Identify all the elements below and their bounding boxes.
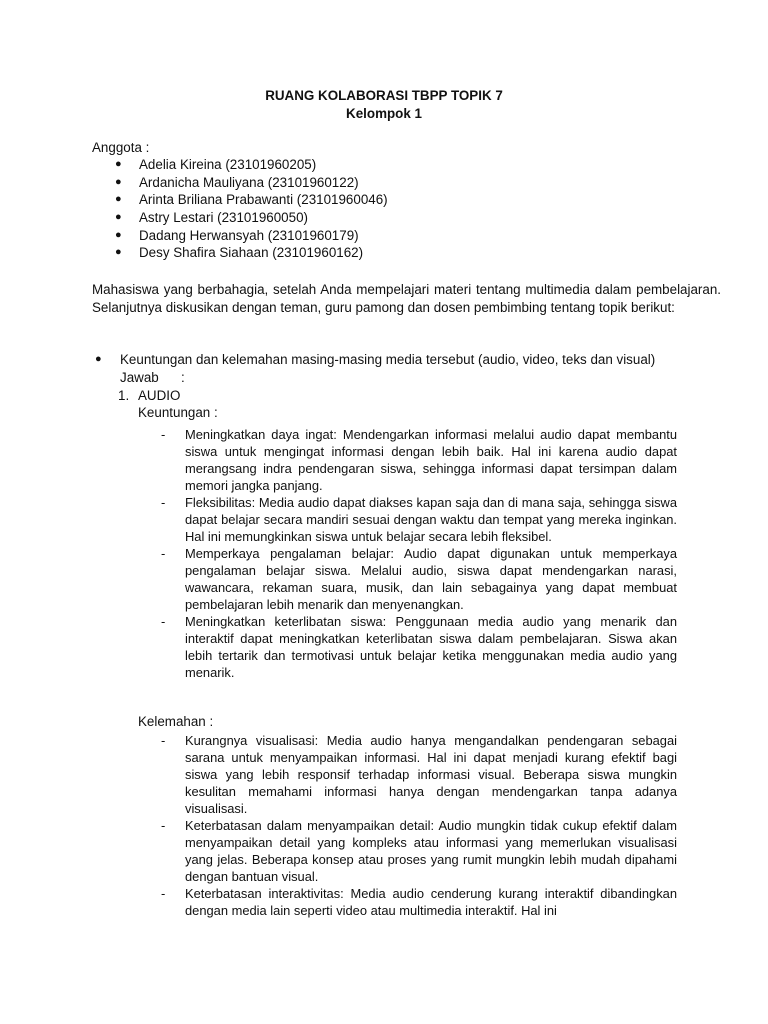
members-list [115,156,388,262]
list-item [161,545,677,613]
section-title: AUDIO [138,388,181,403]
member-item [115,156,388,174]
member-name: Ardanicha Mauliyana (23101960122) [139,174,359,190]
bullet-icon: ● [115,193,122,206]
section-number: 1. [118,388,130,403]
weaknesses-list [161,732,677,919]
member-item [115,244,388,262]
document-subtitle: Kelompok 1 [346,106,422,121]
dash-marker: - [161,427,166,442]
list-item [161,732,677,817]
members-label: Anggota : [92,140,150,155]
dash-marker: - [161,733,166,748]
bullet-icon: ● [115,246,122,259]
list-item-text: Memperkaya pengalaman belajar: Audio dapat digunakan untuk memperkaya pengalaman belajar siswa. Melalui audio, siswa dapat mendengarkan narasi, wawancara, rekaman suara, musik, dan lain sebagainya yang dapat membuat pembelajaran lebih menarik dan menyenangkan. [185,546,677,612]
list-item-text: Kurangnya visualisasi: Media audio hanya mengandalkan pendengaran sebagai sarana untuk menyampaikan informasi. Hal ini dapat menjadi kurang efektif bagi siswa yang lebih responsif terhadap informasi visual. Beberapa siswa mungkin kesulitan memahami informasi hanya dengan mendengarkan tanpa adanya visualisasi. [185,733,677,816]
bullet-icon: ● [115,175,122,188]
document-title: RUANG KOLABORASI TBPP TOPIK 7 [265,88,503,103]
member-name: Astry Lestari (23101960050) [139,210,308,226]
list-item-text: Fleksibilitas: Media audio dapat diakses kapan saja dan di mana saja, sehingga siswa dapat belajar secara mandiri sesuai dengan waktu dan tempat yang mereka inginkan. Hal ini memungkinkan siswa untuk belajar secara lebih fleksibel. [185,495,677,544]
dash-marker: - [161,886,166,901]
list-item [161,613,677,681]
dash-marker: - [161,614,166,629]
question-text: Keuntungan dan kelemahan masing-masing media tersebut (audio, video, teks dan visual) [120,352,656,367]
member-name: Arinta Briliana Prabawanti (23101960046) [139,192,388,208]
list-item [161,885,677,919]
bullet-icon: ● [115,211,122,224]
advantages-label: Keuntungan : [138,405,218,420]
list-item-text: Keterbatasan interaktivitas: Media audio cenderung kurang interaktif dibandingkan dengan media lain seperti video atau multimedia interaktif. Hal ini [185,886,677,918]
member-name: Dadang Herwansyah (23101960179) [139,227,359,243]
list-item-text: Meningkatkan daya ingat: Mendengarkan informasi melalui audio dapat membantu siswa untuk mengingat informasi dengan lebih baik. Hal ini karena audio dapat merangsang indra pendengaran siswa, sehingga informasi dapat tersimpan dalam memori jangka panjang. [185,427,677,493]
member-item [115,209,388,227]
dash-marker: - [161,495,166,510]
member-item [115,174,388,192]
bullet-icon: ● [115,228,122,241]
bullet-icon: ● [95,353,102,365]
weaknesses-label: Kelemahan : [138,714,214,729]
member-item [115,191,388,209]
list-item [161,426,677,494]
member-item [115,227,388,245]
member-name: Desy Shafira Siahaan (23101960162) [139,245,364,261]
list-item [161,494,677,545]
member-name: Adelia Kireina (23101960205) [139,157,317,172]
list-item-text: Meningkatkan keterlibatan siswa: Penggunaan media audio yang menarik dan interaktif dapat meningkatkan keterlibatan siswa dalam pembelajaran. Siswa akan lebih tertarik dan termotivasi untuk belajar ketika menggunakan media audio yang menarik. [185,614,677,680]
list-item [161,817,677,885]
answer-label: Jawab : [120,370,185,385]
advantages-list [161,426,677,681]
dash-marker: - [161,818,166,833]
dash-marker: - [161,546,166,561]
bullet-icon: ● [115,158,122,170]
intro-paragraph: Mahasiswa yang berbahagia, setelah Anda mempelajari materi tentang multimedia dalam pembelajaran. Selanjutnya diskusikan dengan teman, guru pamong dan dosen pembimbing tentang topik berikut: [92,282,721,315]
list-item-text: Keterbatasan dalam menyampaikan detail: Audio mungkin tidak cukup efektif dalam menyampaikan detail yang kompleks atau informasi yang memerlukan visualisasi yang jelas. Beberapa konsep atau proses yang rumit mungkin lebih mudah dipahami dengan bantuan visual. [185,818,677,884]
